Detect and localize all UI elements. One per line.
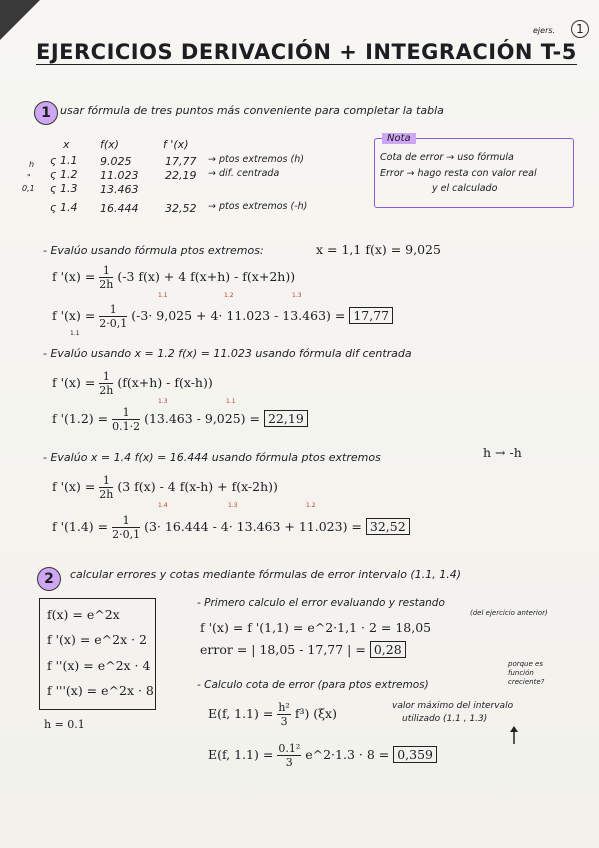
- fraction: [99, 303, 127, 330]
- eval-lhs: f '(x) =: [52, 308, 96, 323]
- formula-rhs: (f(x+h) - f(x-h)): [117, 375, 213, 390]
- formula-lhs: f '(x) =: [52, 479, 96, 494]
- cell-x: 1.4: [59, 201, 78, 214]
- table-row: [50, 154, 77, 167]
- subscript-label: 1.3: [292, 292, 302, 299]
- bound-rhs: e^2·1.3 · 8 =: [305, 747, 390, 762]
- part-b-evaluation: [52, 406, 308, 433]
- numerator: 1: [99, 264, 113, 278]
- step-1-text: - Primero calculo el error evaluando y restando: [197, 597, 445, 609]
- fraction: [112, 514, 140, 541]
- part-b-intro: - Evalúo usando x = 1.2 f(x) = 11.023 usando fórmula dif centrada: [43, 347, 412, 360]
- fraction: [112, 406, 140, 433]
- eval-rhs: (13.463 - 9,025) =: [144, 411, 260, 426]
- eval-subscript: 1.1: [70, 330, 80, 337]
- note-line-3: y el calculado: [432, 183, 498, 194]
- numerator: h²: [278, 701, 290, 714]
- exercise-2-number: 2: [37, 567, 61, 591]
- subscript-label: 1.2: [306, 502, 316, 509]
- page-corner-shadow: [0, 0, 40, 40]
- denominator: 3: [285, 756, 293, 769]
- boxed-result: 17,77: [349, 307, 393, 324]
- eval-rhs: (3· 16.444 - 4· 13.463 + 11.023) =: [144, 519, 362, 534]
- cell-dfx: 32,52: [165, 202, 197, 215]
- row-bracket: ς: [50, 154, 57, 167]
- formula-rhs: (3 f(x) - 4 f(x-h) + f(x-2h)): [117, 479, 278, 494]
- numerator: 0.1²: [278, 742, 301, 755]
- bound-lhs: E(f, 1.1) =: [208, 747, 274, 762]
- eval-lhs: f '(1.4) =: [52, 519, 109, 534]
- step-1-note: (del ejercicio anterior): [470, 609, 548, 617]
- table-row: [50, 201, 77, 214]
- exercise-1-number: 1: [34, 101, 58, 125]
- derivative-line: f(x) = e^2x: [47, 607, 120, 622]
- row-bracket: ς: [50, 182, 57, 195]
- formula-lhs: f '(x) =: [52, 269, 96, 284]
- boxed-result: 0,28: [370, 641, 406, 658]
- h-value: h = 0.1: [44, 718, 85, 731]
- cell-x: 1.1: [59, 154, 78, 167]
- derivative-line: f ''(x) = e^2x · 4: [47, 658, 151, 673]
- part-c-h-note: h → -h: [483, 445, 522, 460]
- eval-rhs: (-3· 9,025 + 4· 11.023 - 13.463) =: [131, 308, 346, 323]
- cell-fx: 13.463: [100, 183, 139, 196]
- fraction: [99, 370, 113, 397]
- numerator: 1: [99, 370, 113, 384]
- part-a-intro: - Evalúo usando fórmula ptos extremos:: [43, 244, 264, 257]
- denominator: 3: [280, 715, 288, 728]
- cell-dfx: 17,77: [165, 155, 197, 168]
- step-2-text: - Calculo cota de error (para ptos extremos): [197, 679, 429, 691]
- h-label: h: [29, 160, 35, 169]
- h-label-value: 0,1: [22, 184, 35, 193]
- arrow-up-icon: [508, 726, 520, 746]
- part-c-evaluation: [52, 514, 410, 541]
- denominator: 0.1·2: [112, 420, 141, 433]
- page-number: 1: [571, 20, 589, 38]
- table-row: [50, 182, 77, 195]
- row-bracket: ς: [50, 201, 57, 214]
- table-row: [50, 168, 77, 181]
- formula-rhs: (-3 f(x) + 4 f(x+h) - f(x+2h)): [117, 269, 296, 284]
- numerator: 1: [99, 474, 113, 488]
- fraction: [99, 474, 113, 501]
- error-bound-formula: [208, 701, 337, 728]
- cell-x: 1.3: [59, 182, 78, 195]
- bound-lhs: E(f, 1.1) =: [208, 706, 274, 721]
- derivative-line: f '''(x) = e^2x · 8: [47, 683, 154, 698]
- eval-lhs: f '(1.2) =: [52, 411, 109, 426]
- boxed-result: 22,19: [264, 410, 308, 427]
- cell-fx: 11.023: [100, 169, 139, 182]
- derivative-line: f '(x) = e^2x · 2: [47, 632, 148, 647]
- exercise-2-instruction: calcular errores y cotas mediante fórmulas de error intervalo (1.1, 1.4): [70, 568, 461, 581]
- cell-dfx: 22,19: [165, 169, 197, 182]
- subscript-label: 1.1: [226, 398, 236, 405]
- part-c-formula: [52, 474, 278, 501]
- bound-note-2: utilizado (1.1 , 1.3): [402, 714, 488, 724]
- denominator: 2h: [99, 278, 114, 291]
- subscript-label: 1.3: [158, 398, 168, 405]
- error-expression: error = | 18,05 - 17,77 | =: [200, 642, 366, 657]
- note-tag: Nota: [382, 133, 416, 144]
- boxed-result: 32,52: [366, 518, 410, 535]
- table-header-x: x: [63, 138, 70, 151]
- numerator: 1: [112, 514, 140, 528]
- row-bracket: ς: [50, 168, 57, 181]
- side-note: porque es función creciente?: [508, 660, 545, 686]
- table-header-dfx: f '(x): [163, 138, 189, 151]
- formula-lhs: f '(x) =: [52, 375, 96, 390]
- fraction: [277, 742, 301, 769]
- denominator: 2h: [99, 488, 114, 501]
- boxed-result: 0,359: [393, 746, 437, 763]
- step-1-equation: f '(x) = f '(1,1) = e^2·1,1 · 2 = 18,05: [200, 620, 432, 635]
- subscript-label: 1.4: [158, 502, 168, 509]
- error-equation: [200, 642, 406, 657]
- cell-fx: 16.444: [100, 202, 139, 215]
- cell-fx: 9.025: [100, 155, 132, 168]
- exercise-1-instruction: usar fórmula de tres puntos más conveniente para completar la tabla: [60, 104, 444, 117]
- cell-x: 1.2: [59, 168, 78, 181]
- h-label-ditto: ": [27, 173, 31, 182]
- subscript-label: 1.2: [224, 292, 234, 299]
- page-title: EJERCICIOS DERIVACIÓN + INTEGRACIÓN T-5: [36, 40, 577, 64]
- denominator: 2h: [99, 384, 114, 397]
- error-bound-evaluation: [208, 742, 437, 769]
- cell-note: → ptos extremos (h): [208, 154, 304, 165]
- bound-note-1: valor máximo del intervalo: [392, 701, 514, 711]
- cell-note: → ptos extremos (-h): [208, 201, 308, 212]
- part-a-evaluation: [52, 303, 393, 330]
- denominator: 2·0,1: [112, 528, 141, 541]
- table-header-fx: f(x): [100, 138, 119, 151]
- part-b-formula: [52, 370, 213, 397]
- note-line-1: Cota de error → uso fórmula: [380, 152, 514, 163]
- numerator: 1: [112, 406, 140, 420]
- denominator: 2·0,1: [99, 317, 128, 330]
- bound-rhs: f³) (ξx): [294, 706, 337, 721]
- corner-note: ejers.: [533, 26, 556, 35]
- part-a-intro-values: x = 1,1 f(x) = 9,025: [316, 242, 441, 257]
- subscript-label: 1.1: [158, 292, 168, 299]
- cell-note: → dif. centrada: [208, 168, 280, 179]
- part-c-intro: - Evalúo x = 1.4 f(x) = 16.444 usando fórmula ptos extremos: [43, 451, 381, 464]
- fraction: [99, 264, 113, 291]
- note-line-2: Error → hago resta con valor real: [380, 168, 537, 179]
- numerator: 1: [99, 303, 127, 317]
- fraction: [277, 701, 291, 728]
- subscript-label: 1.3: [228, 502, 238, 509]
- part-a-formula: [52, 264, 295, 291]
